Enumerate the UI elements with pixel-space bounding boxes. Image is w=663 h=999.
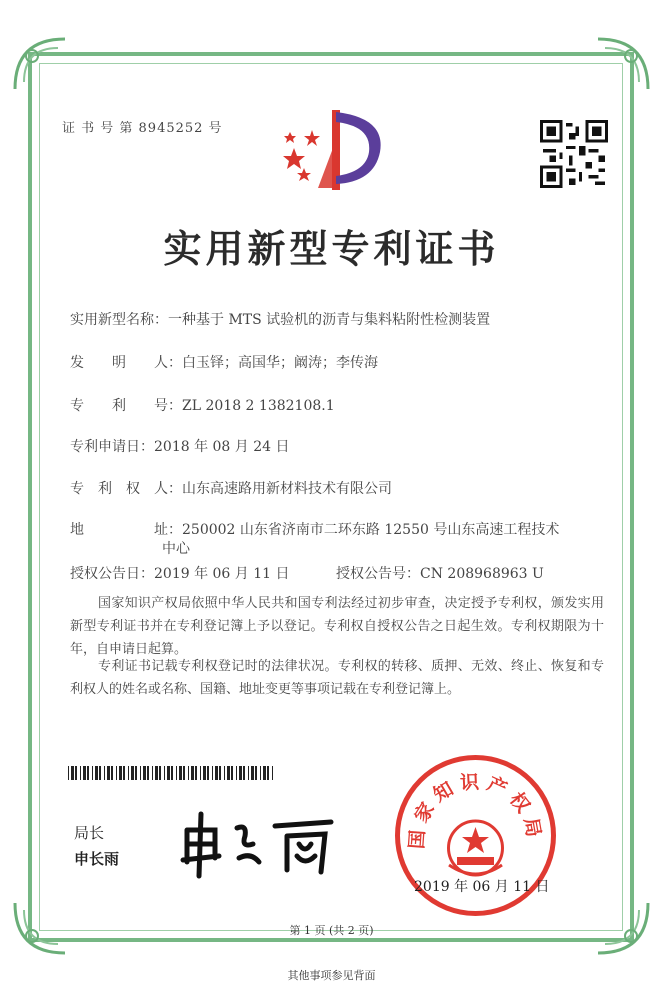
page-number: 第 1 页 (共 2 页) — [289, 924, 374, 937]
field-label: 实用新型名称： — [70, 312, 168, 328]
corner-ornament-icon — [593, 34, 653, 94]
back-note: 其他事项参见背面 — [287, 969, 376, 982]
statement-paragraph: 专利证书记载专利权登记时的法律状况。专利权的转移、质押、无效、终止、恢复和专利权人的姓名或名称、国籍、地址变更等事项记载在专利登记簿上。 — [70, 659, 604, 697]
field-grant-date — [70, 563, 290, 583]
signatory-name: 申长雨 — [74, 850, 120, 868]
field-filing-date — [70, 436, 290, 456]
field-grant-number — [336, 563, 544, 583]
field-inventor — [70, 352, 378, 372]
field-value: CN 208968963 U — [420, 566, 544, 582]
certificate-title: 实用新型专利证书 — [163, 226, 500, 271]
seal-text: 国家知识产权局 — [405, 771, 546, 850]
field-label: 专利申请日： — [70, 439, 154, 455]
field-label: 专 利 号： — [70, 398, 182, 414]
handwritten-signature — [175, 800, 345, 880]
qr-code-icon — [540, 120, 608, 188]
field-value: 2018 年 08 月 24 日 — [154, 439, 290, 455]
field-value: 一种基于 MTS 试验机的沥青与集料粘附性检测装置 — [168, 312, 491, 328]
signatory-title: 局长 — [74, 824, 105, 842]
field-patentee — [70, 478, 392, 498]
field-patent-number — [70, 395, 335, 415]
field-value: 2019 年 06 月 11 日 — [154, 566, 290, 582]
certificate-number: 证 书 号 第 8945252 号 — [62, 121, 223, 136]
corner-ornament-icon — [10, 34, 70, 94]
field-value: ZL 2018 2 1382108.1 — [182, 398, 335, 414]
field-address-line2: 中心 — [162, 541, 190, 557]
patent-office-logo-icon — [274, 100, 394, 195]
statement-paragraph: 国家知识产权局依照中华人民共和国专利法经过初步审查，决定授予专利权，颁发实用新型专利证书并在专利登记簿上予以登记。专利权自授权公告之日起生效。专利权期限为十年，自申请日起算。 — [70, 596, 604, 657]
field-label: 发 明 人： — [70, 355, 182, 371]
field-label: 专 利 权 人： — [70, 481, 182, 497]
field-label: 授权公告日： — [70, 566, 154, 582]
field-value: 白玉铎；高国华；阚涛；李传海 — [182, 355, 378, 371]
field-label: 地 址： — [70, 522, 182, 538]
seal-date: 2019 年 06 月 11 日 — [414, 879, 550, 895]
barcode-icon — [68, 766, 276, 780]
field-value: 250002 山东省济南市二环东路 12550 号山东高速工程技术 — [182, 522, 560, 538]
field-label: 授权公告号： — [336, 566, 420, 582]
field-value: 山东高速路用新材料技术有限公司 — [182, 481, 392, 497]
field-utility-model-name — [70, 309, 490, 329]
field-address — [70, 519, 559, 539]
